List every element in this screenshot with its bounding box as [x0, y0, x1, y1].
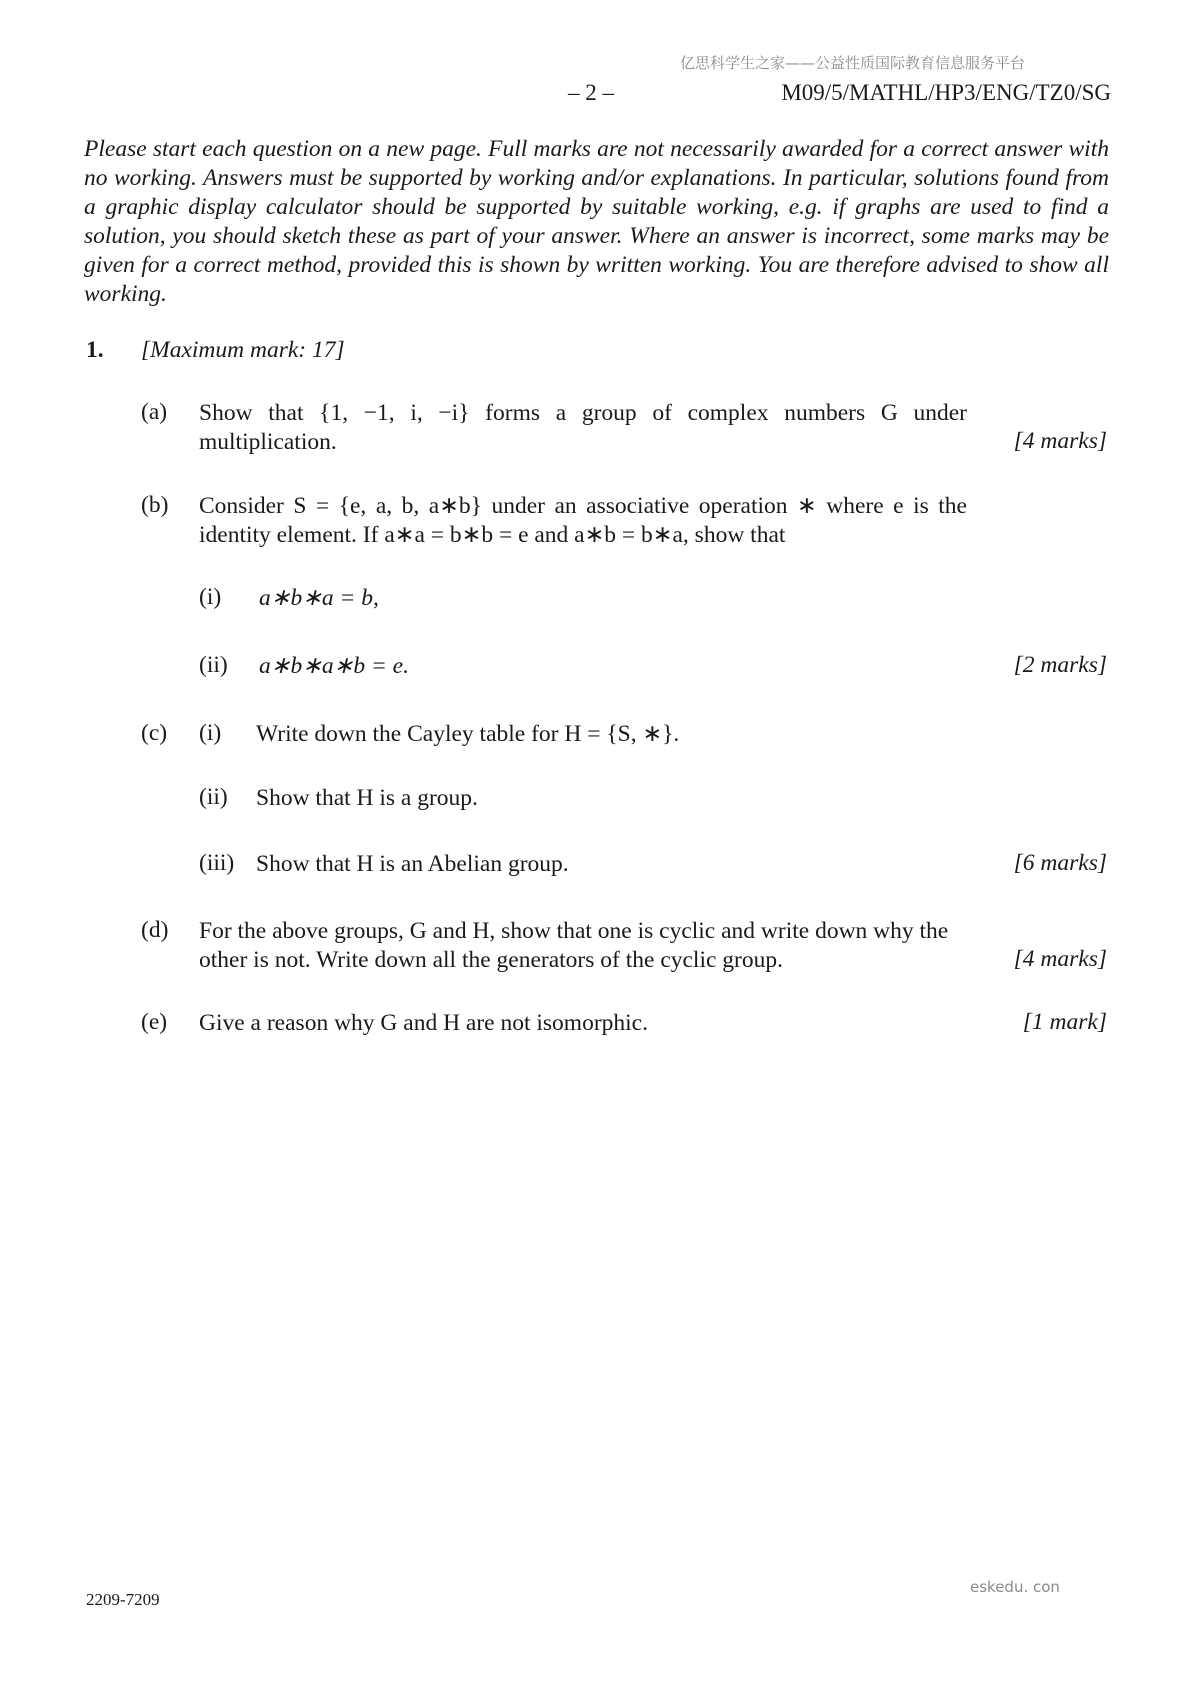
part-a-marks: [4 marks]: [1013, 428, 1107, 454]
part-d-text: For the above groups, G and H, show that one is cyclic and write down why the other is not. Write down all the generators of the cyclic group.: [199, 918, 949, 973]
question-max-mark: [Maximum mark: 17]: [141, 337, 345, 363]
part-d-label: (d): [141, 917, 169, 943]
part-c-ii-text: Show that H is a group.: [256, 785, 478, 811]
part-b-marks: [2 marks]: [1013, 652, 1107, 678]
part-a-label: (a): [141, 399, 168, 425]
watermark-text: 亿思科学生之家——公益性质国际教育信息服务平台: [680, 54, 1026, 72]
footer-site: eskedu. con: [970, 1578, 1060, 1596]
part-e-marks: [1 mark]: [1022, 1009, 1107, 1035]
part-b-text: Consider S = {e, a, b, a∗b} under an associative operation ∗ where e is the identity element. If a∗a = b∗b = e and a∗b = b∗a, show that: [199, 493, 967, 548]
part-c-i-text: Write down the Cayley table for H = {S, ∗}.: [256, 721, 680, 747]
part-c-i-label: (i): [199, 720, 222, 746]
part-b-ii-label: (ii): [199, 652, 228, 678]
question-number: 1.: [86, 337, 104, 363]
part-c-marks: [6 marks]: [1013, 850, 1107, 876]
part-b-i-label: (i): [199, 584, 222, 610]
part-a-text: Show that {1, −1, i, −i} forms a group of complex numbers G under multiplication.: [199, 400, 967, 455]
paper-code: M09/5/MATHL/HP3/ENG/TZ0/SG: [781, 80, 1111, 105]
part-c-iii-text: Show that H is an Abelian group.: [256, 851, 569, 877]
part-c-label: (c): [141, 720, 168, 746]
part-e-text: Give a reason why G and H are not isomorphic.: [199, 1010, 648, 1036]
part-b-ii-text: a∗b∗a∗b = e.: [259, 653, 409, 679]
part-c-iii-label: (iii): [199, 850, 235, 876]
part-c-ii-label: (ii): [199, 784, 228, 810]
part-e-label: (e): [141, 1009, 168, 1035]
footer-code: 2209-7209: [86, 1590, 160, 1609]
part-d-marks: [4 marks]: [1013, 946, 1107, 972]
page-number: – 2 –: [568, 80, 614, 105]
part-b-label: (b): [141, 492, 169, 518]
part-b-i-text: a∗b∗a = b,: [259, 585, 379, 611]
instructions: Please start each question on a new page. Full marks are not necessarily awarded for a correct answer with no working. Answers must be supported by working and/or explanations. In particular, solutions found from a graphic display calculator should be supported by suitable working, e.g. if graphs are used to find a solution, you should sketch these as part of your answer. Where an answer is incorrect, some marks may be given for a correct method, provided this is shown by written working. You are therefore advised to show all working.: [84, 136, 1109, 307]
